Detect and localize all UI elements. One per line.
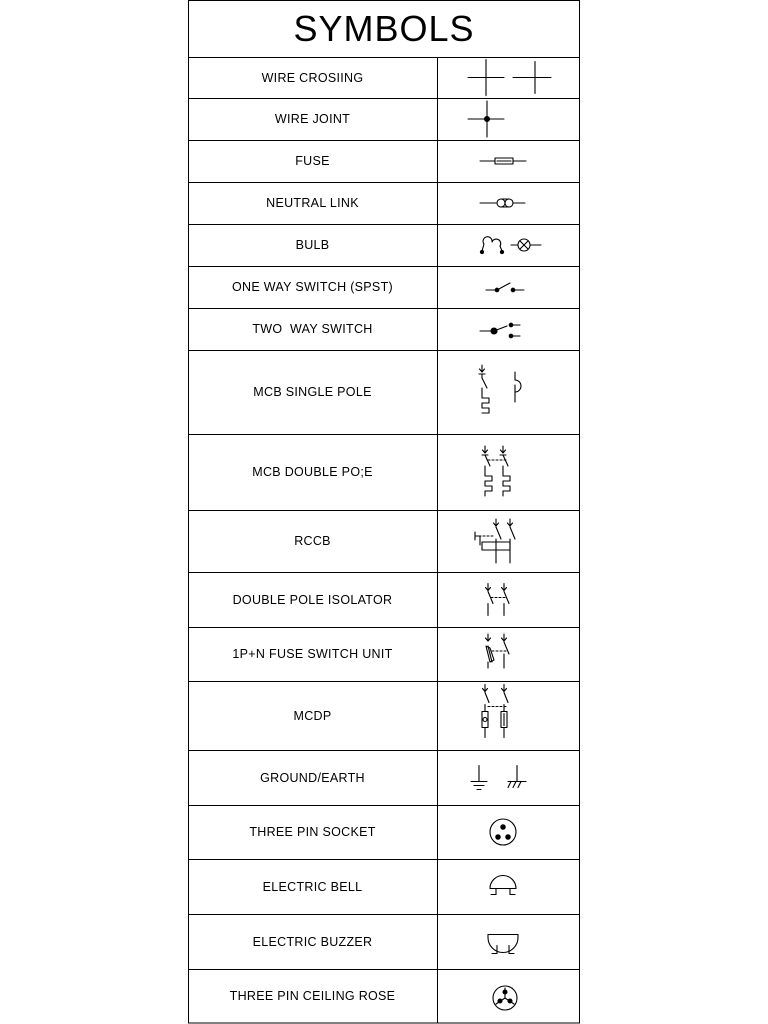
electric-buzzer-icon [488, 935, 518, 954]
row-label: THREE PIN CEILING ROSE [229, 989, 396, 1003]
row-label: ELECTRIC BUZZER [252, 934, 373, 949]
double-pole-isolator-icon [486, 584, 510, 616]
row-label: BULB [295, 238, 330, 252]
row-label: FUSE [295, 154, 330, 168]
row-label: MCDP [293, 708, 332, 723]
row-label: WIRE CROSIING [261, 70, 364, 85]
row-label: RCCB [294, 534, 331, 548]
table-title: SYMBOLS [293, 7, 475, 49]
row-label: WIRE JOINT [274, 112, 351, 126]
row-label: ELECTRIC BELL [262, 879, 363, 894]
mcdp-icon [482, 685, 508, 738]
three-pin-socket-icon [490, 819, 516, 845]
row-label: NEUTRAL LINK [266, 196, 359, 210]
fuse-switch-unit-icon [486, 634, 510, 668]
mcb-double-pole-icon [482, 446, 510, 496]
fuse-icon [480, 158, 526, 164]
rccb-icon [475, 519, 515, 563]
electric-bell-icon [490, 876, 516, 895]
neutral-link-icon [480, 199, 525, 207]
wire-crossing-icon [468, 60, 551, 96]
one-way-switch-icon [486, 283, 524, 292]
row-label: TWO WAY SWITCH [252, 322, 373, 336]
two-way-switch-icon [480, 323, 520, 338]
wire-joint-icon [468, 101, 504, 137]
three-pin-ceiling-rose-icon [493, 986, 517, 1010]
row-label: ONE WAY SWITCH (SPST) [232, 280, 393, 294]
symbols-legend-table [188, 0, 580, 1024]
row-label: DOUBLE POLE ISOLATOR [232, 592, 393, 607]
row-label: MCB DOUBLE PO;E [252, 465, 373, 479]
bulb-icon [480, 237, 541, 254]
row-label: 1P+N FUSE SWITCH UNIT [232, 647, 393, 661]
row-label: GROUND/EARTH [260, 770, 365, 785]
ground-earth-icon [471, 766, 526, 790]
mcb-single-pole-icon [479, 365, 521, 413]
row-label: MCB SINGLE POLE [253, 385, 372, 399]
row-label: THREE PIN SOCKET [249, 825, 376, 839]
